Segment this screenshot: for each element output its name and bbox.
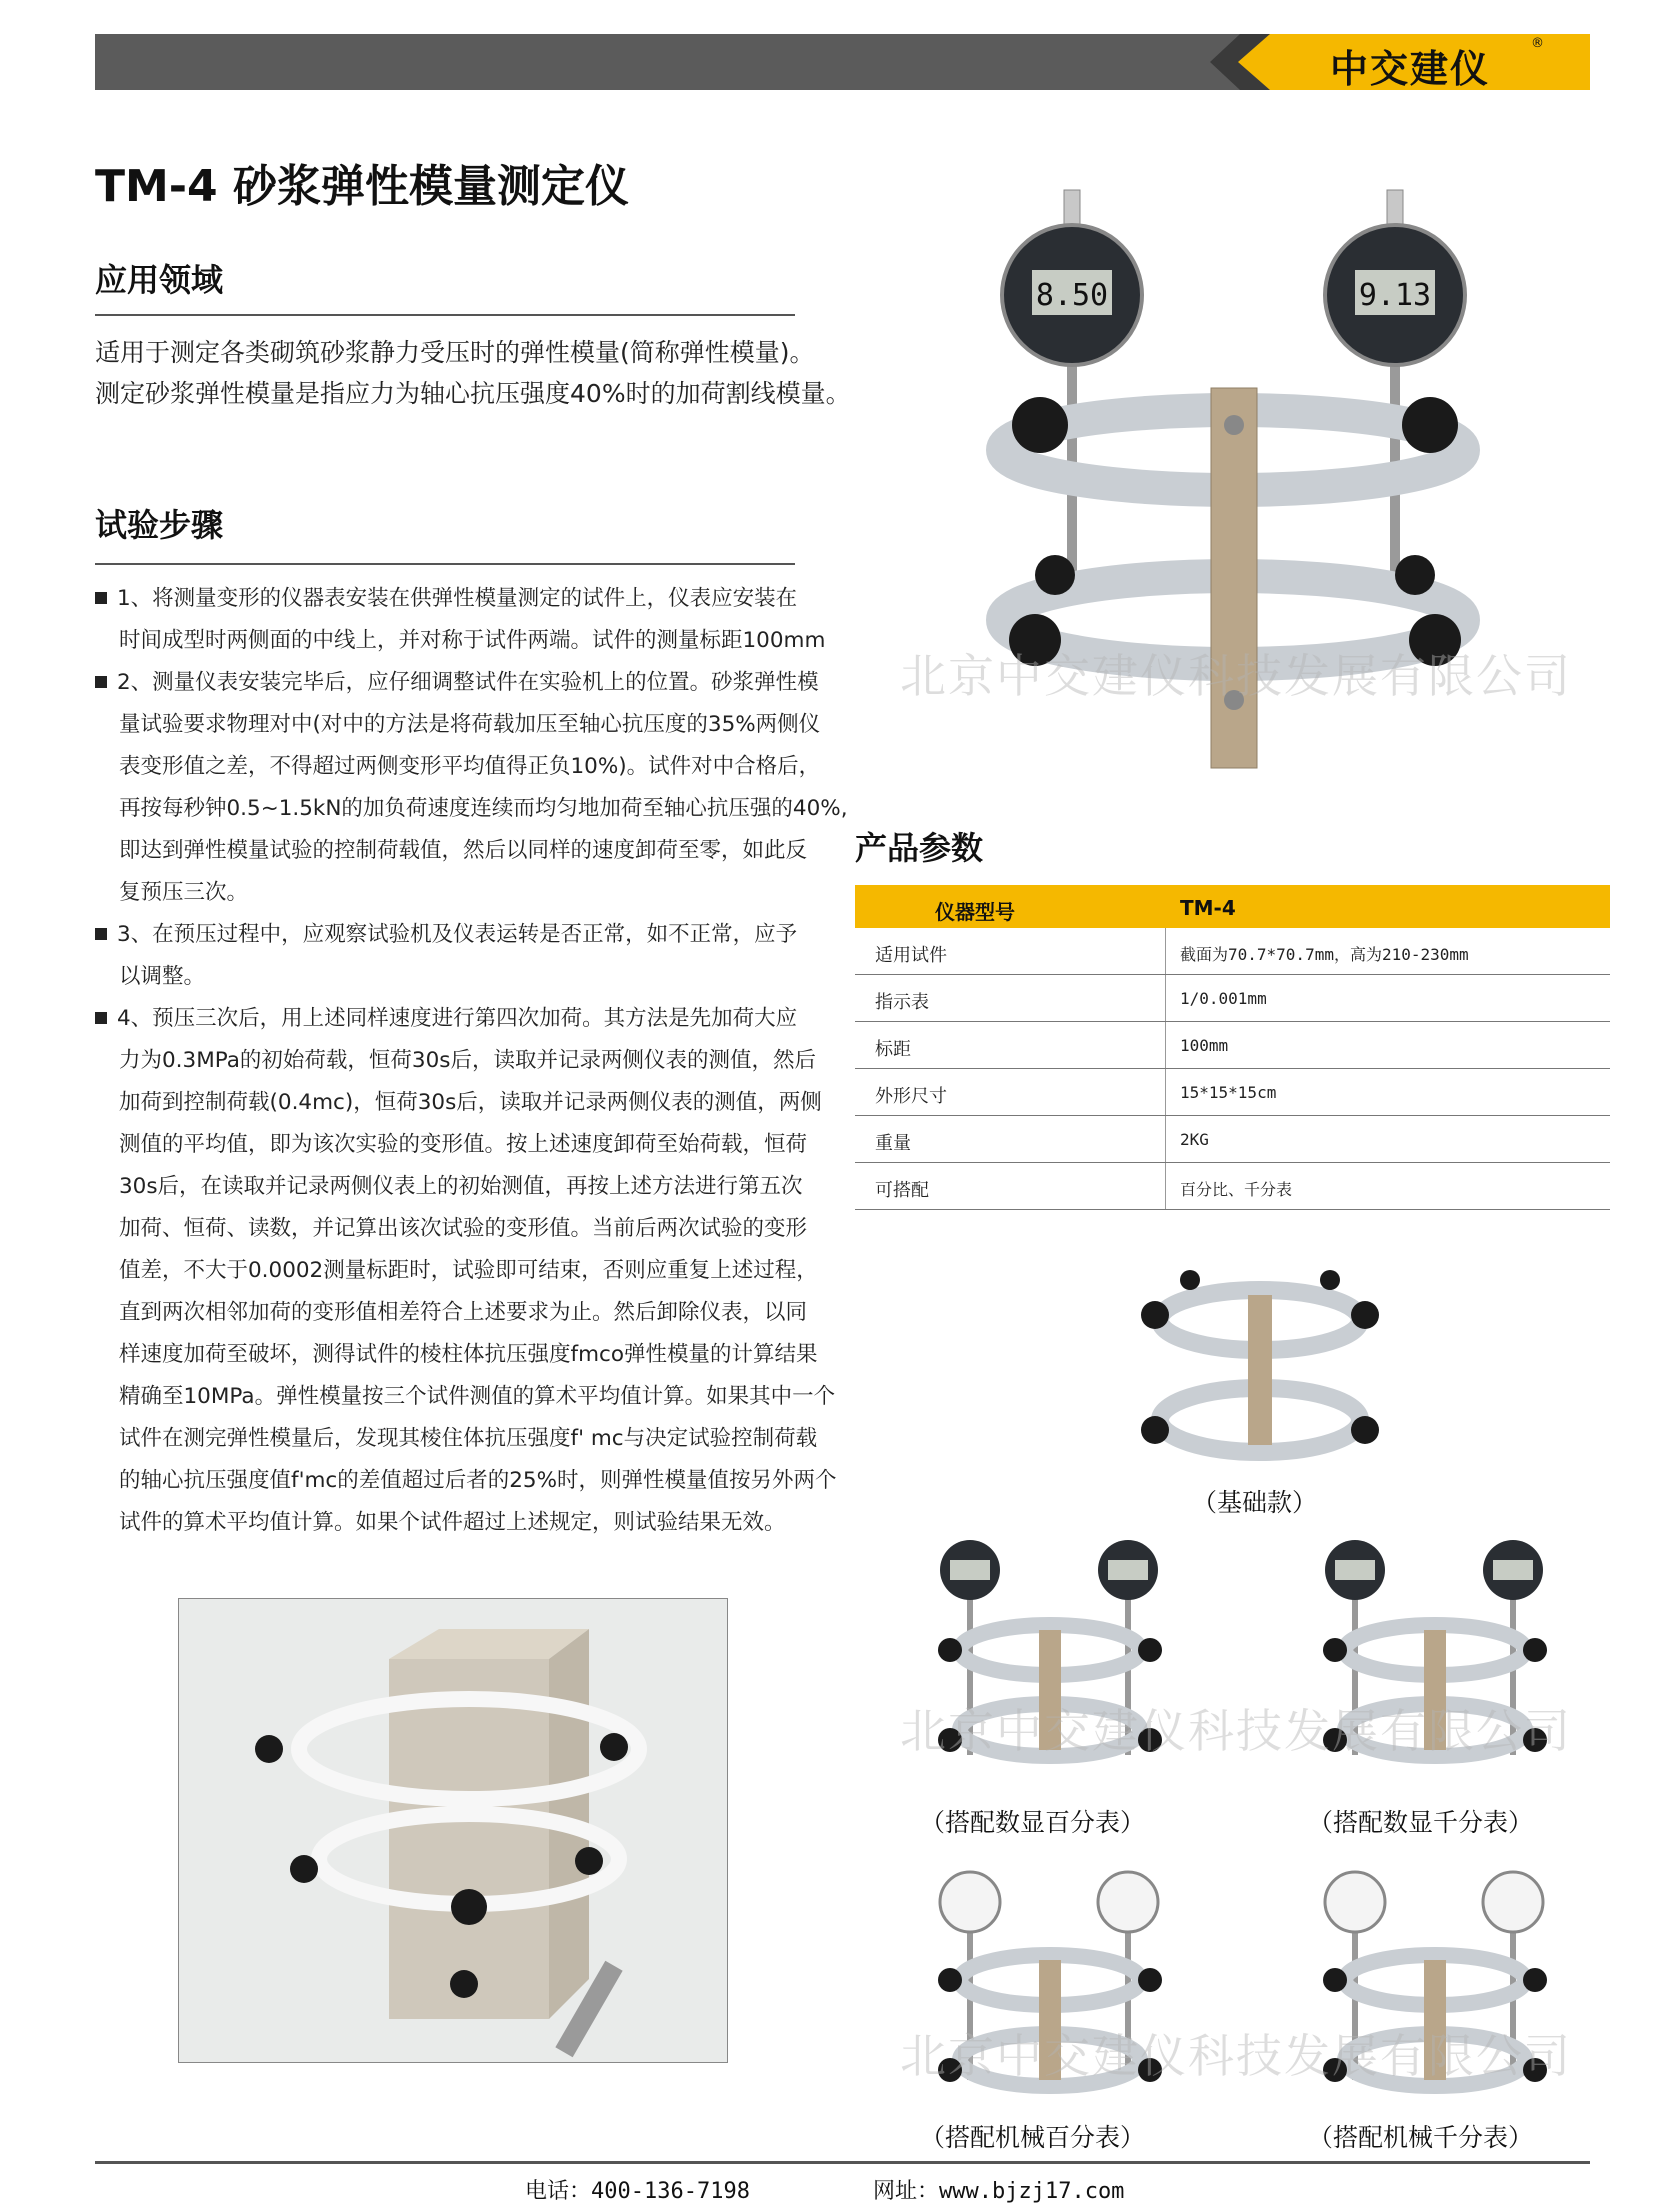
dial-reading-left: 8.50 (1035, 278, 1109, 313)
specs-heading: 产品参数 (855, 829, 984, 867)
caption-digital-thousand: （搭配数显千分表） (1308, 1808, 1534, 1837)
step-line: 时间成型时两侧面的中线上，并对称于试件两端。试件的测量标距100mm (119, 628, 826, 653)
footer-website: 网址：www.bjzj17.com (873, 2179, 1125, 2204)
spec-label: 外形尺寸 (875, 1086, 947, 1107)
basic-model-photo (1130, 1260, 1390, 1480)
footer-divider (95, 2161, 1590, 2164)
caption-basic: （基础款） (1192, 1488, 1318, 1517)
step-line: 试件的算术平均值计算。如果个试件超过上述规定，则试验结果无效。 (119, 1510, 786, 1535)
application-line: 测定砂浆弹性模量是指应力为轴心抗压强度40%时的加荷割线模量。 (95, 379, 851, 408)
step-line: 3、在预压过程中，应观察试验机及仪表运转是否正常，如不正常，应予 (117, 922, 798, 947)
caption-mech-thousand: （搭配机械千分表） (1308, 2123, 1534, 2152)
spec-value: 百分比、千分表 (1180, 1180, 1293, 1199)
watermark-text: 北京中交建仪科技发展有限公司 (900, 1706, 1572, 1757)
bullet-icon (95, 676, 107, 688)
step-line: 再按每秒钟0.5~1.5kN的加负荷速度连续而均匀地加荷至轴心抗压强的40%, (119, 796, 848, 821)
footer-phone: 电话：400-136-7198 (525, 2179, 750, 2204)
procedure-divider (95, 563, 795, 565)
spec-row (855, 928, 1610, 975)
caption-digital-percent: （搭配数显百分表） (920, 1808, 1146, 1837)
brand-logo: 中交建仪 (1330, 47, 1491, 91)
step-line: 精确至10MPa。弹性模量按三个试件测值的算术平均值计算。如果其中一个 (119, 1384, 836, 1409)
application-line: 适用于测定各类砌筑砂浆静力受压时的弹性模量(简称弹性模量)。 (95, 338, 815, 367)
step-line: 的轴心抗压强度值f'mc的差值超过后者的25%时，则弹性模量值按另外两个 (119, 1468, 837, 1493)
watermark-text: 北京中交建仪科技发展有限公司 (900, 2031, 1572, 2082)
step-line: 30s后，在读取并记录两侧仪表上的初始测值，再按上述方法进行第五次 (119, 1174, 803, 1199)
usage-photo (178, 1598, 728, 2063)
bullet-icon (95, 1012, 107, 1024)
step-line: 力为0.3MPa的初始荷载，恒荷30s后，读取并记录两侧仪表的测值，然后 (119, 1048, 816, 1073)
step-line: 样速度加荷至破坏，测得试件的棱柱体抗压强度fmco弹性模量的计算结果 (119, 1342, 818, 1367)
spec-label: 标距 (875, 1039, 911, 1060)
spec-row (855, 1163, 1610, 1210)
product-hero-photo (975, 180, 1565, 800)
spec-header-value: TM-4 (1180, 896, 1236, 920)
spec-row (855, 1022, 1610, 1069)
spec-value: 截面为70.7*70.7mm，高为210-230mm (1180, 945, 1469, 964)
application-heading: 应用领域 (95, 261, 224, 299)
procedure-step (95, 914, 855, 998)
spec-row (855, 1116, 1610, 1163)
spec-label: 适用试件 (875, 945, 947, 966)
dial-reading-right: 9.13 (1358, 278, 1432, 313)
step-line: 试件在测完弹性模量后，发现其棱住体抗压强度f' mc与决定试验控制荷载 (119, 1426, 818, 1451)
procedure-step (95, 998, 855, 1544)
spec-value: 2KG (1180, 1130, 1209, 1149)
step-line: 测值的平均值，即为该次实验的变形值。按上述速度卸荷至始荷载，恒荷 (119, 1132, 808, 1157)
step-line: 加荷、恒荷、读数，并记算出该次试验的变形值。当前后两次试验的变形 (119, 1216, 808, 1241)
registered-mark: ® (1531, 36, 1544, 51)
step-line: 即达到弹性模量试验的控制荷载值，然后以同样的速度卸荷至零，如此反 (119, 838, 808, 863)
spec-row (855, 1069, 1610, 1116)
step-line: 4、预压三次后，用上述同样速度进行第四次加荷。其方法是先加荷大应 (117, 1006, 798, 1031)
caption-mech-percent: （搭配机械百分表） (920, 2123, 1146, 2152)
step-line: 以调整。 (119, 964, 206, 989)
step-line: 复预压三次。 (119, 880, 249, 905)
application-divider (95, 314, 795, 316)
spec-value: 100mm (1180, 1036, 1229, 1055)
spec-label: 重量 (875, 1133, 911, 1154)
step-line: 1、将测量变形的仪器表安装在供弹性模量测定的试件上，仪表应安装在 (117, 586, 798, 611)
step-line: 表变形值之差，不得超过两侧变形平均值得正负10%)。试件对中合格后， (119, 754, 821, 779)
step-line: 2、测量仪表安装完毕后，应仔细调整试件在实验机上的位置。砂浆弹性模 (117, 670, 819, 695)
spec-label: 指示表 (875, 992, 929, 1013)
watermark-text: 北京中交建仪科技发展有限公司 (900, 651, 1572, 702)
spec-label: 可搭配 (875, 1180, 929, 1201)
step-line: 直到两次相邻加荷的变形值相差符合上述要求为止。然后卸除仪表，以同 (119, 1300, 808, 1325)
step-line: 值差，不大于0.0002测量标距时，试验即可结束，否则应重复上述过程， (119, 1258, 818, 1283)
header-bar (95, 34, 1240, 90)
procedure-step (95, 662, 855, 914)
page-title: TM-4 砂浆弹性模量测定仪 (95, 161, 629, 212)
spec-value: 15*15*15cm (1180, 1083, 1277, 1102)
spec-header-label: 仪器型号 (935, 900, 1015, 924)
spec-row (855, 975, 1610, 1022)
spec-value: 1/0.001mm (1180, 989, 1267, 1008)
bullet-icon (95, 928, 107, 940)
procedure-heading: 试验步骤 (95, 506, 224, 544)
step-line: 加荷到控制荷载(0.4mc)，恒荷30s后，读取并记录两侧仪表的测值，两侧 (119, 1090, 822, 1115)
bullet-icon (95, 592, 107, 604)
procedure-step (95, 578, 855, 662)
step-line: 量试验要求物理对中(对中的方法是将荷载加压至轴心抗压度的35%两侧仪 (119, 712, 821, 737)
